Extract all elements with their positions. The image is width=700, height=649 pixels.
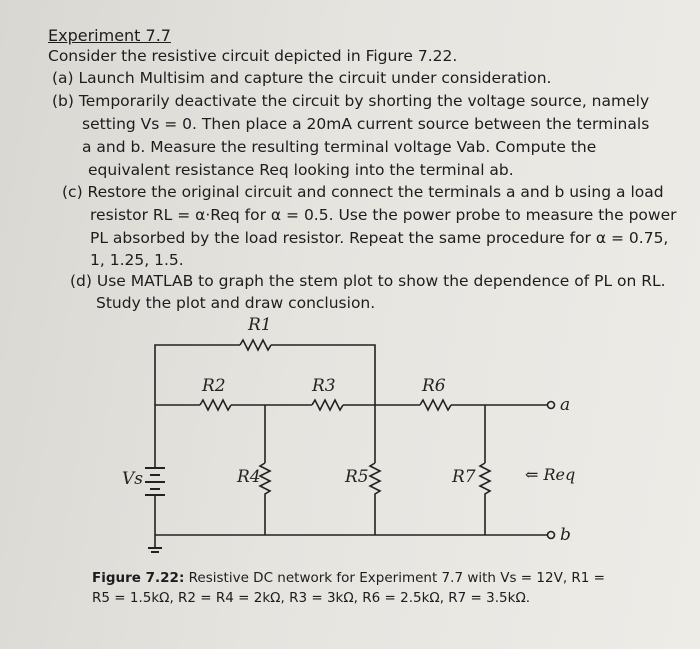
resistor-r6 <box>420 400 451 410</box>
label-terminal-b: b <box>560 525 571 545</box>
resistor-r4 <box>260 463 270 535</box>
part-b-line-4: equivalent resistance Req looking into the terminal ab. <box>88 161 514 179</box>
label-terminal-a: a <box>560 395 571 415</box>
label-r2: R2 <box>202 376 226 396</box>
label-r1: R1 <box>248 315 272 335</box>
caption-line-2: R5 = 1.5kΩ, R2 = R4 = 2kΩ, R3 = 3kΩ, R6 = 2.5kΩ, R7 = 3.5kΩ. <box>92 590 531 606</box>
resistor-r3 <box>312 400 343 410</box>
resistor-r2 <box>200 400 231 410</box>
terminal-b <box>548 532 555 539</box>
label-r5: R5 <box>345 467 369 487</box>
wire-r1-left <box>155 345 240 405</box>
part-d-line-1: (d) Use MATLAB to graph the stem plot to show the dependence of PL on RL. <box>70 272 666 290</box>
part-c-line-4: 1, 1.25, 1.5. <box>90 251 184 269</box>
label-r3: R3 <box>312 376 336 396</box>
label-r7: R7 <box>452 467 476 487</box>
caption-label: Figure 7.22: <box>92 570 185 586</box>
part-c-line-3: PL absorbed by the load resistor. Repeat the same procedure for α = 0.75, <box>90 229 669 247</box>
resistor-r7 <box>480 463 490 535</box>
label-req: ⇐ Req <box>525 465 576 484</box>
intro-text: Consider the resistive circuit depicted in Figure 7.22. <box>48 47 458 65</box>
label-r4: R4 <box>237 467 261 487</box>
experiment-title: Experiment 7.7 <box>48 26 171 45</box>
part-c-line-1: (c) Restore the original circuit and connect the terminals a and b using a load <box>62 183 664 201</box>
part-d-line-2: Study the plot and draw conclusion. <box>96 294 376 312</box>
caption-text-1: Resistive DC network for Experiment 7.7 with Vs = 12V, R1 = <box>188 570 605 586</box>
part-a-text: (a) Launch Multisim and capture the circuit under consideration. <box>52 69 552 87</box>
part-b-line-2: setting Vs = 0. Then place a 20mA current source between the terminals <box>82 115 650 133</box>
wire-r1-right <box>271 345 375 405</box>
label-vs: Vs <box>122 469 144 489</box>
caption-line-1 <box>92 570 605 586</box>
resistor-r5 <box>370 463 380 535</box>
part-b-line-1: (b) Temporarily deactivate the circuit by shorting the voltage source, namely <box>52 92 650 110</box>
terminal-a <box>548 402 555 409</box>
label-r6: R6 <box>422 376 446 396</box>
part-b-line-3: a and b. Measure the resulting terminal voltage Vab. Compute the <box>82 138 597 156</box>
part-c-line-2: resistor RL = α·Req for α = 0.5. Use the power probe to measure the power <box>90 206 677 224</box>
resistor-r1 <box>240 340 271 350</box>
